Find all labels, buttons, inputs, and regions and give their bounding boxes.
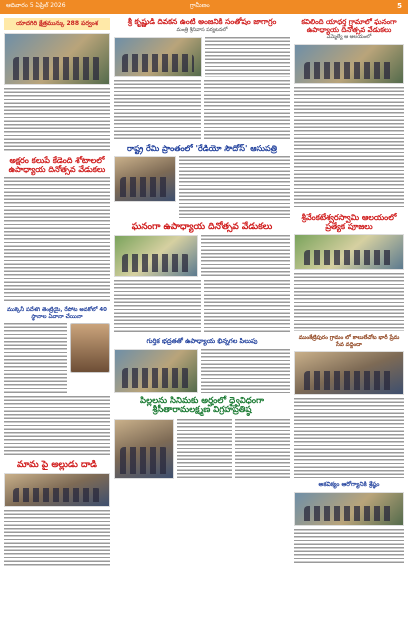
body-text [4, 396, 110, 456]
issue-date: ఆదివారం 5 ఏప్రిల్ 2026 [6, 2, 66, 9]
body-text [4, 177, 110, 303]
body-text [294, 273, 404, 331]
story-headline: కవిలింది యాధర్త గ్రామాలో ఘనంగా ఉపాధ్యాయ దినోత్సవ వేడుకలు [301, 18, 397, 35]
story-headline: అకవిక్యం ఆరోగ్యానికి శ్రేష్ఠం [318, 481, 380, 489]
body-text [114, 80, 201, 140]
page-header-bar [0, 0, 408, 14]
story-headline: ముక్కెనీ పదేశగి తెంట్రియై, రేపోట అవకోలో 40 స్థానాల ఏవానా చేయినా [7, 307, 107, 320]
story-photo [4, 33, 110, 85]
story-subheading: ఎమ్మెల్యే ఆ ఆలయంలో [326, 34, 372, 41]
column-right [294, 18, 404, 565]
body-text [114, 280, 201, 334]
story-headline: గుర్తిక భద్రతతో ఉపాధ్యాయ భిన్నగల పిలుపు [146, 337, 258, 346]
story-photo [294, 234, 404, 270]
body-text [4, 510, 110, 566]
body-text [235, 419, 290, 479]
page-number: 5 [397, 2, 402, 10]
story-photo [114, 349, 198, 393]
story-headline: అక్షరం కలుపే కేడెంది శోటాలలో ఉపాధ్యాయ దినోత్సవ వేడుకలు [8, 156, 106, 175]
story-headline: ఘనంగా ఉపాధ్యాయ దినోత్సవ వేడుకలు [131, 221, 273, 232]
story-headline: ముంకేట్రిపురం గ్రామం లో కాలులేచోట భారీ ప్రేమ సేవ వద్దిందా [298, 335, 400, 348]
story-headline: శ్రీవేంకటేశ్వరస్వామి ఆలయంలో ప్రత్యేక పూజలు [301, 213, 397, 232]
story-photo [4, 473, 110, 507]
story-photo [114, 37, 202, 77]
body-text [294, 87, 404, 209]
body-text [294, 529, 404, 565]
story-photo [294, 44, 404, 84]
body-text [294, 398, 404, 478]
story-photo [114, 235, 198, 277]
body-text [4, 323, 67, 393]
body-text [201, 235, 290, 277]
section-name: గ్రామీణం [190, 2, 210, 9]
body-text [179, 156, 290, 218]
story-photo [294, 492, 404, 526]
author-portrait [70, 323, 110, 373]
body-text [4, 88, 110, 152]
column-left [4, 18, 110, 566]
story-photo [114, 156, 176, 202]
story-photo [294, 351, 404, 395]
body-text [204, 280, 291, 334]
story-headline: పిల్లలను సినిమకు అర్హంలో ధ్వైవిధంగా శ్రీసీతారామలక్ష్మణ విగ్రహప్రతిష్ఠ [140, 395, 264, 416]
body-text [201, 349, 290, 393]
story-headline: రాష్ట్ర రేమి ప్రాంతంలో 'రేడియో సౌదోస్' ఆసుపత్రి [127, 143, 277, 153]
story-headline: మామ పై అల్లుడు దాడి [17, 460, 97, 470]
body-text [205, 37, 291, 77]
body-text [177, 419, 232, 479]
story-subheading: మంత్రి శ్రీనివాస పర్యటనలో [176, 26, 228, 33]
story-headline: శ్రీ కృష్ణుడి దివకన ఉంటి అంజనికి సంతోషం జాగాగ్రం [127, 17, 277, 26]
story-band-heading: యాదగిరి క్షేత్రమున్కు 288 పర్వంశ [4, 18, 110, 30]
column-center [114, 18, 290, 479]
body-text [204, 80, 291, 140]
story-photo [114, 419, 174, 479]
